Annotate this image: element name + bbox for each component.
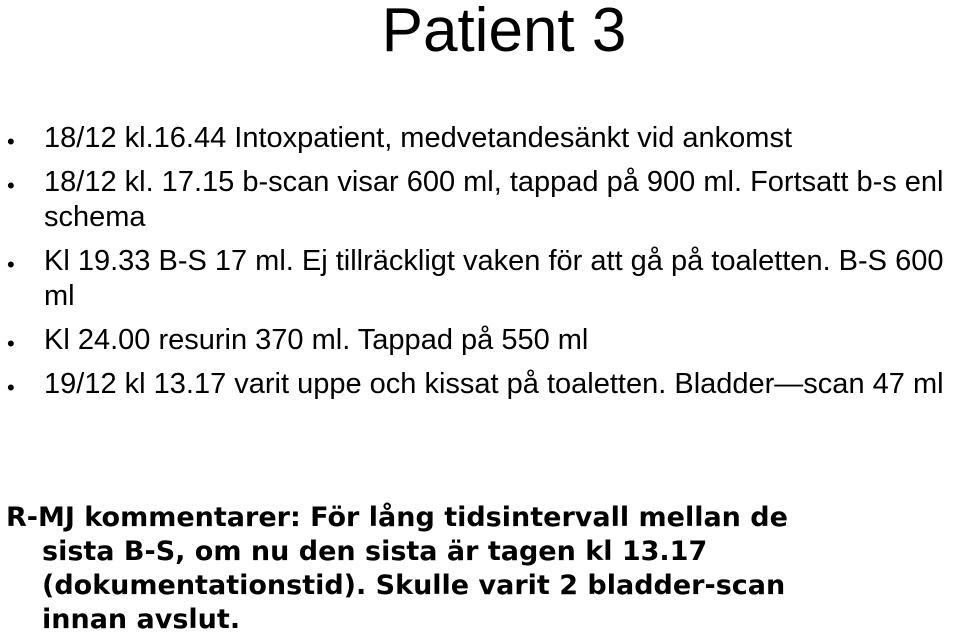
- bullet-list: [0, 121, 960, 411]
- list-item: [0, 165, 944, 235]
- list-item-text: Kl 19.33 B-S 17 ml. Ej tillräckligt vaken för att gå på toaletten. B-S 600 ml: [44, 245, 944, 312]
- list-item-text: Kl 24.00 resurin 370 ml. Tappad på 550 ml: [44, 324, 589, 356]
- comment-line: (dokumentationstid). Skulle varit 2 bladder-scan: [42, 570, 786, 601]
- list-item-text: 18/12 kl. 17.15 b-scan visar 600 ml, tappad på 900 ml. Fortsatt b-s enl schema: [44, 166, 944, 233]
- list-item: [0, 121, 944, 156]
- list-item: [0, 244, 944, 314]
- bullet-icon: •: [7, 331, 15, 356]
- comment-line: innan avslut.: [42, 604, 241, 635]
- comment-line: sista B-S, om nu den sista är tagen kl 13.17: [42, 536, 708, 567]
- bullet-icon: •: [7, 129, 15, 154]
- list-item-text: 18/12 kl.16.44 Intoxpatient, medvetandesänkt vid ankomst: [44, 122, 793, 154]
- list-item-text: 19/12 kl 13.17 varit uppe och kissat på toaletten. Bladder—scan 47 ml: [44, 368, 944, 400]
- bullet-icon: •: [7, 375, 15, 400]
- reviewer-comment: [6, 501, 946, 637]
- list-item: [0, 323, 944, 358]
- bullet-icon: •: [7, 252, 15, 277]
- list-item: [0, 367, 944, 402]
- slide-title: Patient 3: [381, 0, 627, 65]
- comment-line: R-MJ kommentarer: För lång tidsintervall mellan de: [6, 502, 788, 533]
- bullet-icon: •: [7, 173, 15, 198]
